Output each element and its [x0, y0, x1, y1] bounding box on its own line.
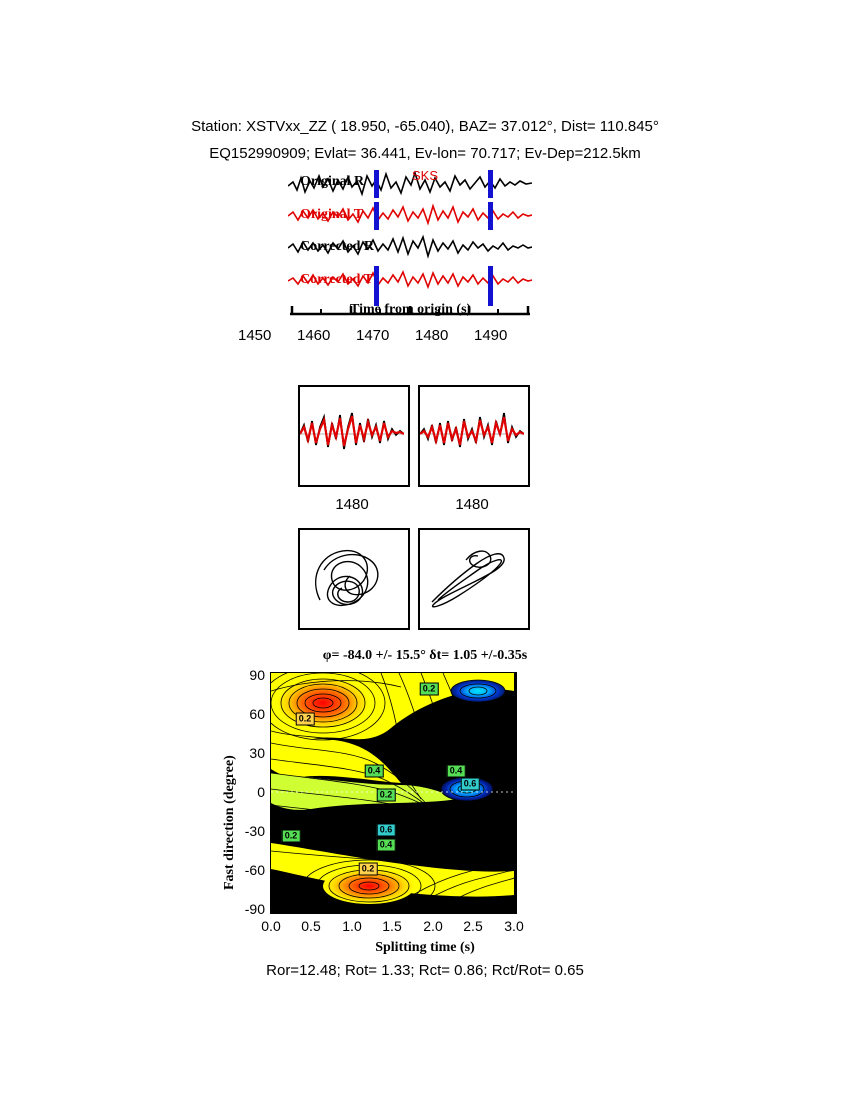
ct-ytick-60: 60: [249, 706, 265, 722]
contour-ylabel-wrap: [218, 700, 238, 900]
ct-xtick-2-5: 2.5: [463, 918, 483, 934]
footer-stats: Ror=12.48; Rot= 1.33; Rct= 0.86; Rct/Rot= 0.65: [266, 962, 584, 979]
contour-label-9: 0.2: [359, 863, 378, 876]
wf-tick-1480: 1480: [415, 327, 449, 344]
wf-tick-1490: 1490: [474, 327, 508, 344]
ct-ytick-30: 30: [249, 745, 265, 761]
overlay-right-tick: 1480: [455, 496, 489, 513]
contour-xlabel: Splitting time (s): [375, 940, 475, 955]
particle-motion-box-left: [298, 528, 410, 630]
ct-xtick-2-0: 2.0: [423, 918, 443, 934]
contour-label-8: 0.4: [377, 839, 396, 852]
page-title-line1: Station: XSTVxx_ZZ ( 18.950, -65.040), BAZ= 37.012°, Dist= 110.845°: [191, 118, 659, 135]
trace-label-original-r: Original R: [300, 174, 365, 189]
overlay-left-tick: 1480: [335, 496, 369, 513]
ct-ytick-m60: -60: [244, 862, 265, 878]
contour-label-7: 0.6: [377, 824, 396, 837]
overlay-trace-left-svg: [300, 387, 404, 481]
wf-tick-1470: 1470: [356, 327, 390, 344]
ct-xtick-0-0: 0.0: [261, 918, 281, 934]
trace-label-corrected-r: Corrected R: [300, 239, 374, 254]
particle-motion-right-svg: [420, 530, 524, 624]
contour-label-6: 0.2: [282, 830, 301, 843]
ct-ytick-m30: -30: [244, 823, 265, 839]
ct-xtick-1-5: 1.5: [382, 918, 402, 934]
wf-tick-1450: 1450: [238, 327, 272, 344]
ct-ytick-90: 90: [249, 667, 265, 683]
ct-xtick-1-0: 1.0: [342, 918, 362, 934]
trace-label-original-t: Original T: [300, 207, 364, 222]
ct-ytick-m90: -90: [244, 901, 265, 917]
contour-label-4: 0.6: [461, 778, 480, 791]
time-axis-title: Time from origin (s): [350, 302, 472, 317]
overlay-trace-box-right: [418, 385, 530, 487]
contour-plot[interactable]: [244, 667, 524, 934]
page-title-line2: EQ152990909; Evlat= 36.441, Ev-lon= 70.717; Ev-Dep=212.5km: [209, 145, 641, 162]
contour-label-1: 0.2: [420, 683, 439, 696]
overlay-trace-box-left: [298, 385, 410, 487]
contour-label-2: 0.4: [365, 765, 384, 778]
trace-label-corrected-t: Corrected T: [300, 272, 373, 287]
waveform-panel: [288, 168, 532, 318]
contour-label-0: 0.2: [296, 713, 315, 726]
contour-ylabel: Fast direction (degree): [222, 755, 237, 890]
ct-ytick-0: 0: [257, 784, 265, 800]
contour-label-5: 0.2: [377, 789, 396, 802]
contour-label-3: 0.4: [447, 765, 466, 778]
sks-phase-label: SKS: [412, 168, 439, 183]
contour-title: φ= -84.0 +/- 15.5° δt= 1.05 +/-0.35s: [322, 648, 528, 663]
ct-xtick-0-5: 0.5: [301, 918, 321, 934]
wf-tick-1460: 1460: [297, 327, 331, 344]
particle-motion-left-svg: [300, 530, 404, 624]
particle-motion-box-right: [418, 528, 530, 630]
overlay-trace-right-svg: [420, 387, 524, 481]
ct-xtick-3-0: 3.0: [504, 918, 524, 934]
